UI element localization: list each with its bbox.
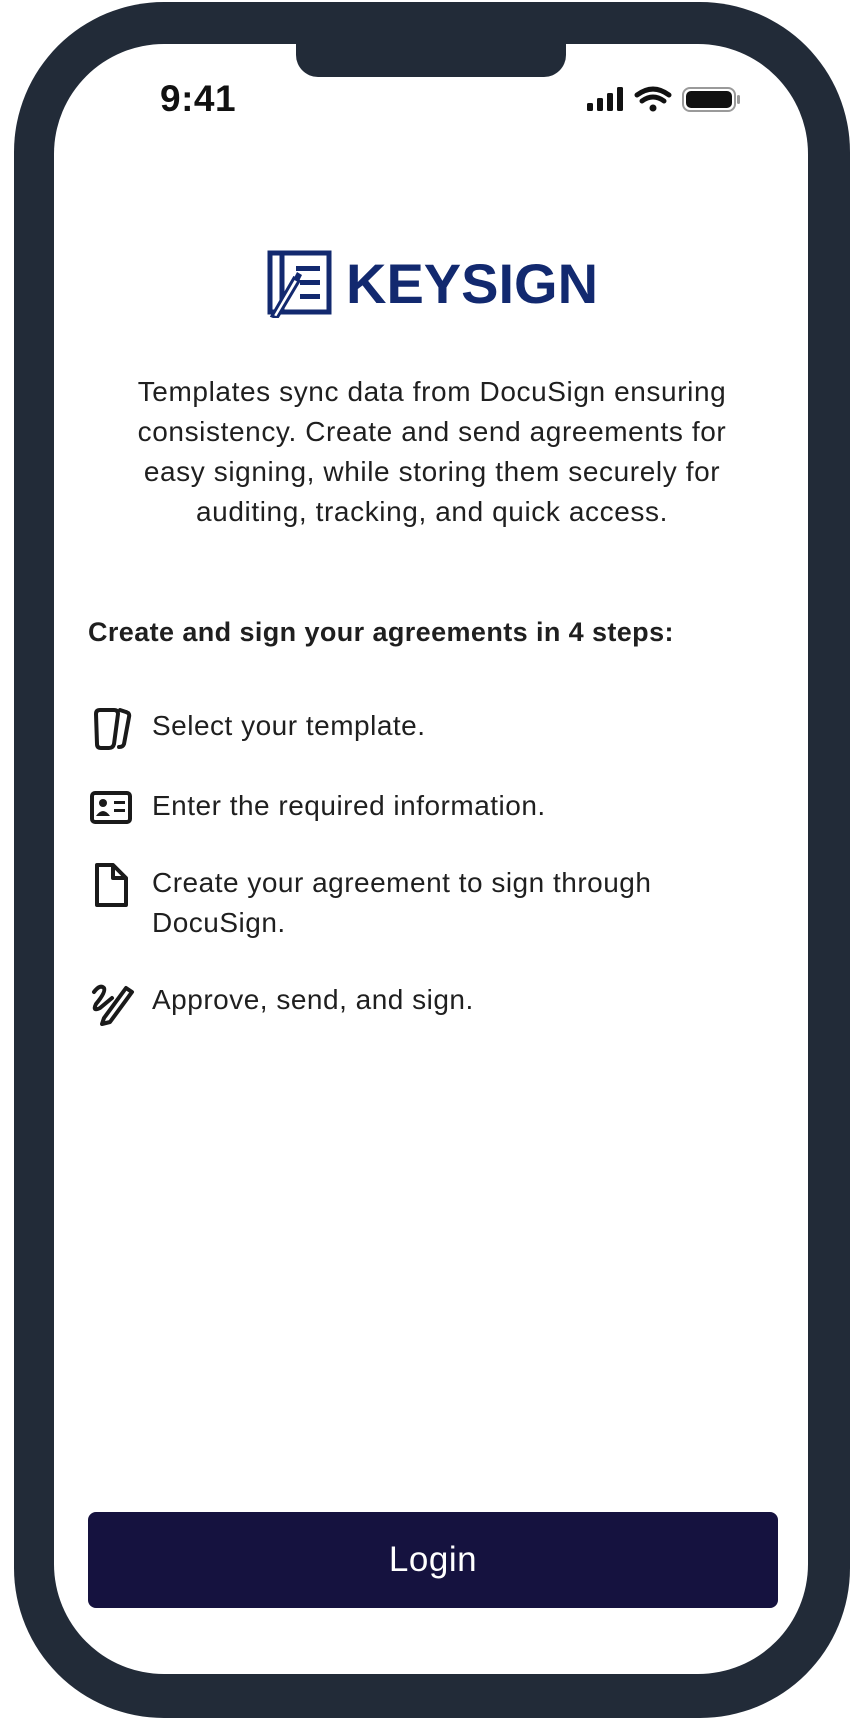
device-notch: [296, 44, 566, 77]
intro-text: Templates sync data from DocuSign ensuring consistency. Create and send agreements for easy signing, while storing them securely for auditing, tracking, and quick access.: [137, 376, 727, 527]
step-label: Approve, send, and sign.: [152, 984, 474, 1015]
status-time: 9:41: [160, 78, 237, 119]
id-card-icon: [88, 784, 136, 832]
step-label: Enter the required information.: [152, 790, 546, 821]
brand-name: KEYSIGN: [346, 252, 599, 315]
cards-icon: [88, 704, 136, 752]
signal-icon: [587, 87, 623, 111]
keysign-logo: [266, 250, 600, 318]
battery-icon: [683, 88, 740, 111]
steps-heading: Create and sign your agreements in 4 steps:: [88, 617, 674, 647]
step-label: Create your agreement to sign through DocuSign.: [152, 867, 652, 938]
keysign-logo-icon: [266, 250, 336, 318]
signature-pen-icon: [88, 978, 136, 1026]
login-button[interactable]: Login: [88, 1512, 778, 1608]
status-icons: [585, 86, 745, 116]
wifi-icon: [637, 89, 669, 112]
step-label: Select your template.: [152, 710, 426, 741]
document-icon: [88, 861, 136, 909]
